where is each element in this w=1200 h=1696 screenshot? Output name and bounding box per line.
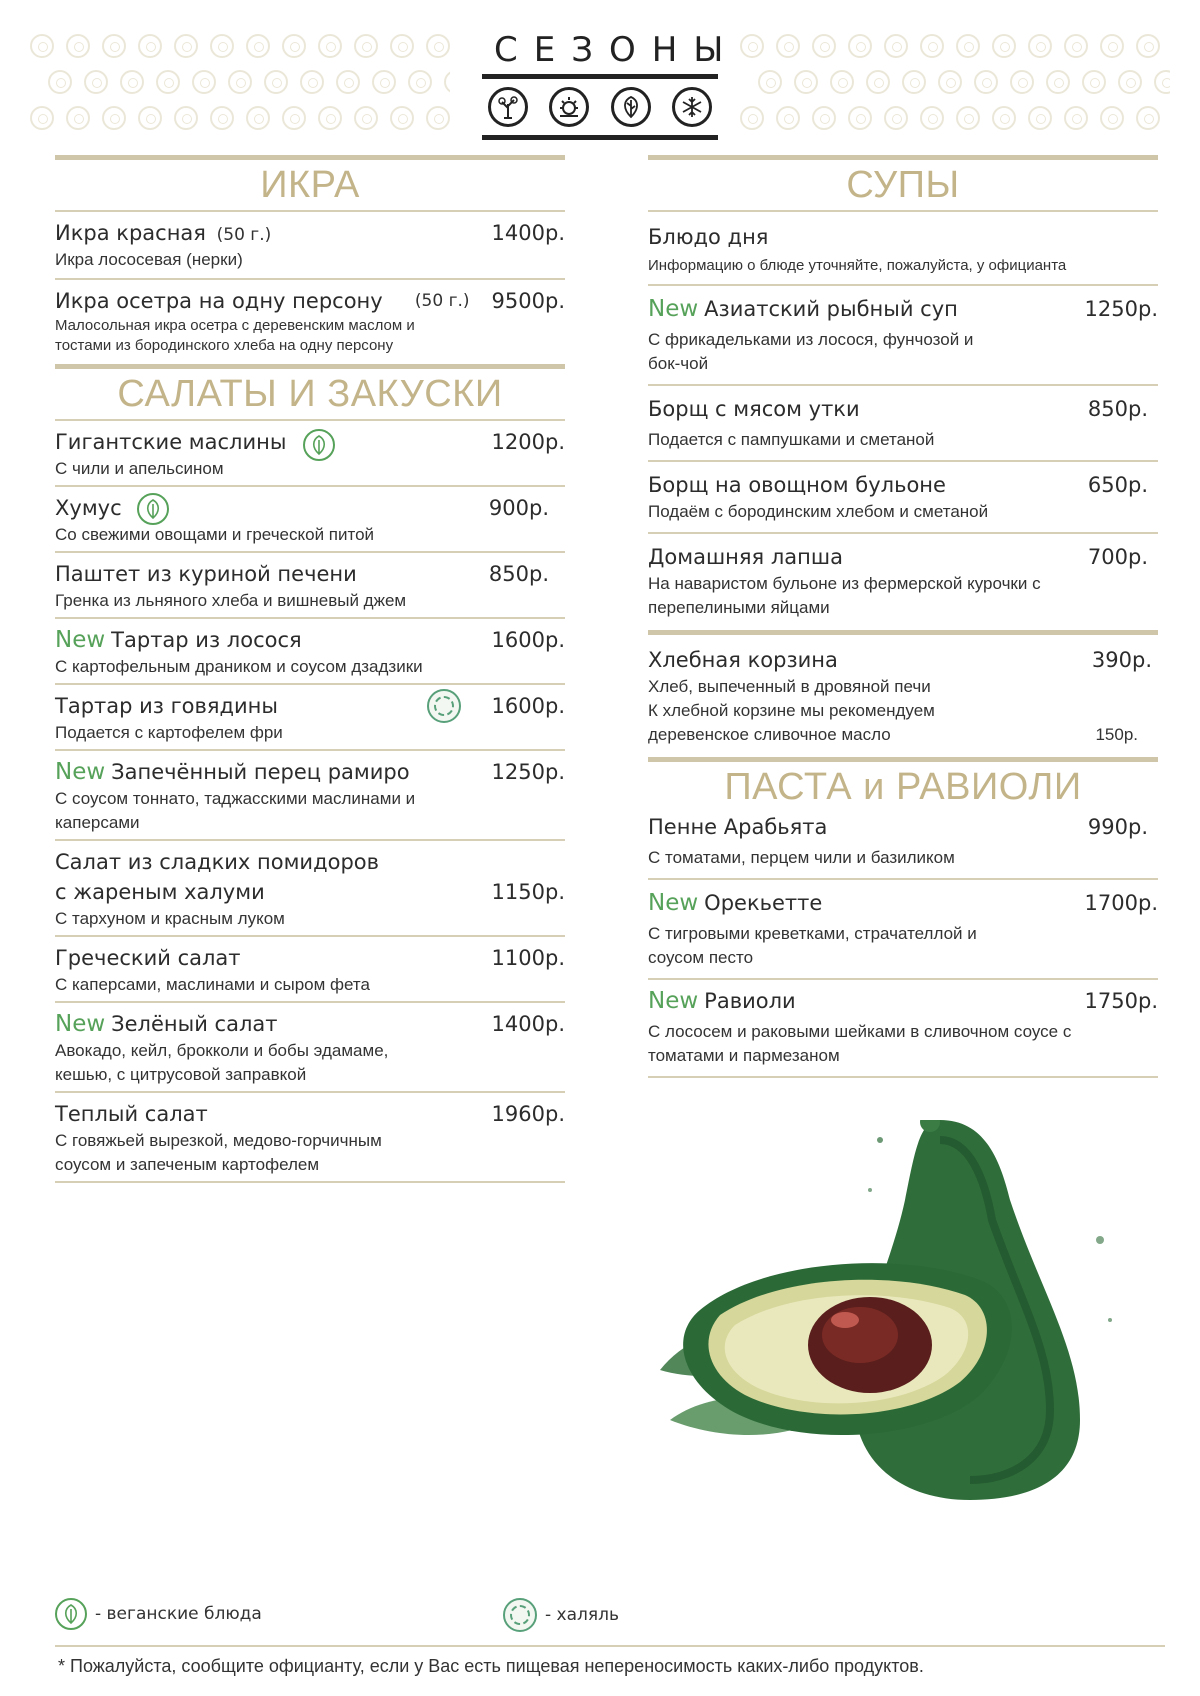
pattern-dot: [120, 70, 144, 94]
item-desc: Икра лососевая (нерки): [55, 250, 243, 269]
pattern-dot: [884, 34, 908, 58]
pattern-dot: [992, 106, 1016, 130]
item-desc: С картофельным драником и соусом дзадзики: [55, 657, 423, 676]
item-desc: С томатами, перцем чили и базиликом: [648, 848, 955, 867]
pattern-dot: [812, 106, 836, 130]
section-title: ИКРА: [260, 164, 360, 206]
item-price: 1700р.: [1084, 891, 1158, 915]
pattern-dot: [884, 106, 908, 130]
pattern-dot: [848, 34, 872, 58]
item-price: 650р.: [1087, 473, 1148, 497]
menu-item-bread: [648, 635, 1158, 757]
item-desc: Малосольная икра осетра с деревенским маслом и тостами из бородинского хлеба на одну персону: [55, 317, 415, 354]
header-pattern-right: [740, 28, 1170, 138]
item-price-extra: 150р.: [1095, 725, 1138, 744]
item-desc: Информацию о блюде уточняйте, пожалуйста, у официанта: [648, 257, 1067, 274]
pattern-dot: [372, 70, 396, 94]
item-price: 1250р.: [1084, 297, 1158, 321]
pattern-dot: [740, 106, 764, 130]
item-price: 1200р.: [491, 430, 565, 454]
item-desc: С соусом тоннато, таджасскими маслинами и каперсами: [55, 789, 416, 832]
logo-bar-bottom: [482, 135, 718, 140]
pattern-dot: [758, 70, 782, 94]
summer-icon: [549, 87, 589, 127]
pattern-dot: [246, 34, 270, 58]
menu-item: [55, 553, 565, 619]
allergy-footnote: * Пожалуйста, сообщите официанту, если у Вас есть пищевая непереносимость каких-либо продуктов.: [58, 1656, 924, 1676]
menu-item: [55, 1003, 565, 1093]
pattern-dot: [1136, 106, 1160, 130]
item-name: Тартар из лосося: [111, 628, 302, 652]
pattern-dot: [812, 34, 836, 58]
item-desc: Хлеб, выпеченный в дровяной печи: [648, 677, 931, 696]
vegan-icon: [55, 1598, 87, 1630]
pattern-dot: [210, 106, 234, 130]
item-price: 1400р.: [491, 221, 565, 245]
item-name: Запечённый перец рамиро: [111, 760, 410, 784]
item-desc: С лососем и раковыми шейками в сливочном соусе с томатами и пармезаном: [648, 1022, 1072, 1065]
item-name: Тартар из говядины: [55, 694, 278, 718]
menu-item: [55, 937, 565, 1003]
item-desc: Со свежими овощами и греческой питой: [55, 525, 375, 544]
pattern-dot: [84, 70, 108, 94]
menu-item: [648, 812, 1158, 880]
season-icons: [480, 79, 720, 135]
pattern-dot: [794, 70, 818, 94]
pattern-dot: [30, 106, 54, 130]
item-weight: (50 г.): [414, 291, 470, 311]
item-desc: С тигровыми креветками, страчателлой и соусом песто: [648, 924, 977, 967]
menu-item: [55, 619, 565, 685]
pattern-dot: [776, 34, 800, 58]
pattern-dot: [264, 70, 288, 94]
pattern-dot: [1010, 70, 1034, 94]
item-name: Икра осетра на одну персону: [55, 289, 383, 313]
item-price: 850р.: [488, 562, 549, 586]
item-desc: Подаём с бородинским хлебом и сметаной: [648, 502, 989, 521]
item-price: 9500р.: [491, 289, 565, 313]
item-name: Борщ на овощном бульоне: [648, 473, 946, 497]
menu-item: [648, 386, 1158, 462]
item-desc: С каперсами, маслинами и сыром фета: [55, 975, 370, 994]
new-badge: New: [648, 890, 699, 916]
pattern-dot: [938, 70, 962, 94]
item-desc: Подается с пампушками и сметаной: [648, 430, 935, 449]
pattern-dot: [920, 106, 944, 130]
item-name: Орекьетте: [704, 891, 823, 915]
pattern-dot: [390, 106, 414, 130]
item-price: 1150р.: [491, 880, 565, 904]
item-price: 1400р.: [491, 1012, 565, 1036]
new-badge: New: [648, 988, 699, 1014]
pattern-dot: [1100, 34, 1124, 58]
autumn-icon: [611, 87, 651, 127]
new-badge: New: [55, 759, 106, 785]
pattern-dot: [228, 70, 252, 94]
item-price: 1600р.: [491, 628, 565, 652]
pattern-dot: [48, 70, 72, 94]
item-desc: На наваристом бульоне из фермерской курочки с перепелиными яйцами: [648, 574, 1041, 617]
menu-item: [55, 421, 565, 487]
pattern-dot: [426, 34, 450, 58]
item-desc: С чили и апельсином: [55, 459, 224, 478]
pattern-dot: [282, 34, 306, 58]
legend-vegan-label: - веганские блюда: [95, 1604, 262, 1624]
item-name: Пенне Арабьята: [648, 815, 828, 839]
new-badge: New: [55, 1011, 106, 1037]
menu-item: [55, 751, 565, 841]
pattern-dot: [740, 34, 764, 58]
footer-divider: [55, 1645, 1165, 1647]
pattern-dot: [174, 106, 198, 130]
pattern-dot: [210, 34, 234, 58]
pattern-dot: [390, 34, 414, 58]
pattern-dot: [66, 34, 90, 58]
halal-icon: [503, 1598, 537, 1632]
item-name: Равиоли: [704, 989, 796, 1013]
item-weight: (50 г.): [216, 225, 272, 245]
pattern-dot: [1028, 34, 1052, 58]
section-ikra-header: [55, 155, 565, 212]
item-price: 1100р.: [491, 946, 565, 970]
pattern-dot: [408, 70, 432, 94]
item-price: 1250р.: [491, 760, 565, 784]
menu-item: [55, 1093, 565, 1183]
item-price: 700р.: [1087, 545, 1148, 569]
avocado-illustration: [640, 1120, 1160, 1500]
item-name: Икра красная: [55, 221, 206, 245]
menu-item: [648, 212, 1158, 286]
pattern-dot: [902, 70, 926, 94]
new-badge: New: [648, 296, 699, 322]
legend-vegan: [55, 1598, 262, 1630]
legend-halal-label: - халяль: [545, 1605, 619, 1625]
brand-name: СЕЗОНЫ: [494, 30, 740, 70]
pattern-dot: [138, 34, 162, 58]
pattern-dot: [426, 106, 450, 130]
item-name: Гигантские маслины: [55, 430, 287, 454]
vegan-icon: [137, 493, 169, 525]
pattern-dot: [336, 70, 360, 94]
pattern-dot: [138, 106, 162, 130]
item-name-line2: с жареным халуми: [55, 880, 265, 904]
pattern-dot: [1082, 70, 1106, 94]
item-desc: С говяжьей вырезкой, медово-горчичным соусом и запеченым картофелем: [55, 1131, 382, 1174]
item-price: 990р.: [1087, 815, 1148, 839]
pattern-dot: [1064, 34, 1088, 58]
menu-item: [648, 462, 1158, 534]
halal-icon: [427, 689, 461, 723]
item-name: Паштет из куриной печени: [55, 562, 357, 586]
item-desc: Авокадо, кейл, брокколи и бобы эдамаме, кешью, с цитрусовой заправкой: [55, 1041, 389, 1084]
pattern-dot: [192, 70, 216, 94]
item-price: 1750р.: [1084, 989, 1158, 1013]
vegan-icon: [303, 429, 335, 461]
item-name: Греческий салат: [55, 946, 241, 970]
menu-item: [55, 487, 565, 553]
pattern-dot: [776, 106, 800, 130]
logo: [480, 30, 740, 138]
item-desc: С тархуном и красным луком: [55, 909, 285, 928]
pattern-dot: [174, 34, 198, 58]
winter-icon: [672, 87, 712, 127]
item-name: Теплый салат: [55, 1102, 208, 1126]
section-pasta-header: [648, 757, 1158, 812]
left-column: [55, 155, 565, 1183]
menu-item: [55, 212, 565, 280]
pattern-dot: [1064, 106, 1088, 130]
pattern-dot: [282, 106, 306, 130]
menu-item: [648, 880, 1158, 980]
item-name: Хлебная корзина: [648, 648, 838, 672]
new-badge: New: [55, 627, 106, 653]
pattern-dot: [354, 34, 378, 58]
pattern-dot: [1118, 70, 1142, 94]
menu-item: [55, 280, 565, 364]
pattern-dot: [318, 106, 342, 130]
pattern-dot: [1136, 34, 1160, 58]
pattern-dot: [866, 70, 890, 94]
item-name: Салат из сладких помидоров: [55, 850, 380, 874]
item-name: Блюдо дня: [648, 225, 769, 249]
section-title: СУПЫ: [846, 164, 960, 206]
item-desc: С фрикадельками из лосося, фунчозой и бок-чой: [648, 330, 974, 373]
item-price: 900р.: [488, 496, 549, 520]
item-name: Борщ с мясом утки: [648, 397, 860, 421]
section-title: ПАСТА и РАВИОЛИ: [724, 766, 1082, 808]
pattern-dot: [956, 106, 980, 130]
menu-item: [55, 841, 565, 937]
item-price: 850р.: [1087, 397, 1148, 421]
item-desc: Подается с картофелем фри: [55, 723, 283, 742]
item-name: Азиатский рыбный суп: [704, 297, 958, 321]
pattern-dot: [992, 34, 1016, 58]
pattern-dot: [848, 106, 872, 130]
spring-icon: [488, 87, 528, 127]
item-desc: Гренка из льняного хлеба и вишневый джем: [55, 591, 407, 610]
pattern-dot: [830, 70, 854, 94]
pattern-dot: [1046, 70, 1070, 94]
pattern-dot: [974, 70, 998, 94]
item-name: Хумус: [55, 496, 122, 520]
item-price: 1600р.: [491, 694, 565, 718]
item-price: 390р.: [1091, 648, 1152, 672]
section-salads-header: [55, 364, 565, 421]
pattern-dot: [956, 34, 980, 58]
section-title: САЛАТЫ И ЗАКУСКИ: [117, 373, 503, 415]
pattern-dot: [1100, 106, 1124, 130]
right-column: [648, 155, 1158, 1078]
item-desc: К хлебной корзине мы рекомендуем: [648, 701, 935, 720]
pattern-dot: [156, 70, 180, 94]
item-desc: деревенское сливочное масло: [648, 725, 891, 744]
header-pattern-left: [30, 28, 450, 138]
pattern-dot: [102, 106, 126, 130]
pattern-dot: [354, 106, 378, 130]
legend: [55, 1598, 1165, 1638]
item-name: Зелёный салат: [111, 1012, 278, 1036]
section-soups-header: [648, 155, 1158, 212]
menu-item: [55, 685, 565, 751]
legend-halal: [503, 1598, 619, 1632]
pattern-dot: [300, 70, 324, 94]
pattern-dot: [318, 34, 342, 58]
item-name: Домашняя лапша: [648, 545, 843, 569]
item-price: 1960р.: [491, 1102, 565, 1126]
menu-item: [648, 980, 1158, 1078]
pattern-dot: [920, 34, 944, 58]
pattern-dot: [1028, 106, 1052, 130]
pattern-dot: [1154, 70, 1170, 94]
pattern-dot: [102, 34, 126, 58]
pattern-dot: [444, 70, 450, 94]
pattern-dot: [66, 106, 90, 130]
pattern-dot: [246, 106, 270, 130]
pattern-dot: [30, 34, 54, 58]
menu-item: [648, 286, 1158, 386]
menu-item: [648, 534, 1158, 630]
